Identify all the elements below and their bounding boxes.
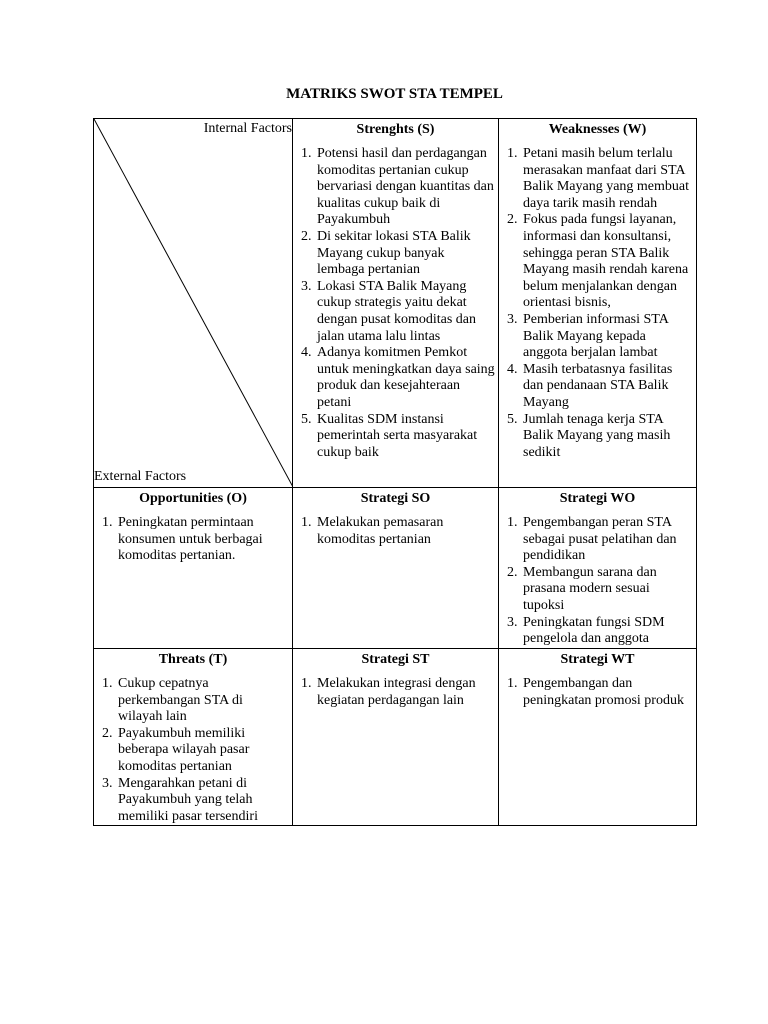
strategi-so-cell: [293, 488, 499, 649]
internal-factors-label: Internal Factors: [203, 121, 292, 136]
strategi-st-cell: [293, 649, 499, 826]
list-item: 3. Lokasi STA Balik Mayang cukup strategis yaitu dekat dengan pusat komoditas dan jalan utama lalu lintas: [315, 279, 495, 345]
strategi-wt-header: Strategi WT: [560, 652, 635, 667]
strategi-so-header: Strategi SO: [360, 491, 431, 506]
list-item: 4. Masih terbatasnya fasilitas dan pendanaan STA Balik Mayang: [521, 362, 693, 412]
list-item: 2. Payakumbuh memiliki beberapa wilayah pasar komoditas pertanian: [116, 726, 289, 776]
strategi-wo-list: [499, 515, 696, 648]
corner-cell: [94, 119, 293, 488]
table-row: [94, 119, 697, 488]
weaknesses-header: Weaknesses (W): [548, 122, 647, 137]
strengths-list: [293, 146, 498, 461]
list-item: 2. Membangun sarana dan prasana modern sesuai tupoksi: [521, 565, 693, 615]
opportunities-header: Opportunities (O): [139, 491, 247, 506]
list-item: 5. Kualitas SDM instansi pemerintah serta masyarakat cukup baik: [315, 412, 495, 462]
diagonal-line: [94, 119, 293, 487]
strengths-cell: [293, 119, 499, 488]
table-row: [94, 649, 697, 826]
list-item: 3. Mengarahkan petani di Payakumbuh yang telah memiliki pasar tersendiri: [116, 776, 289, 826]
list-item: 1. Peningkatan permintaan konsumen untuk berbagai komoditas pertanian.: [116, 515, 289, 565]
threats-list: [94, 676, 292, 825]
threats-cell: [94, 649, 293, 826]
strategi-so-list: [293, 515, 498, 548]
list-item: 2. Fokus pada fungsi layanan, informasi dan konsultansi, sehingga peran STA Balik Mayang masih rendah karena belum menjalankan dengan orientasi bisnis,: [521, 212, 693, 312]
list-item: 1. Melakukan pemasaran komoditas pertanian: [315, 515, 495, 548]
list-item: 3. Pemberian informasi STA Balik Mayang kepada anggota berjalan lambat: [521, 312, 693, 362]
list-item: 1. Potensi hasil dan perdagangan komoditas pertanian cukup bervariasi dengan kuantitas dan kualitas cukup baik di Payakumbuh: [315, 146, 495, 229]
strategi-wt-list: [499, 676, 696, 709]
weaknesses-list: [499, 146, 696, 461]
list-item: 1. Pengembangan dan peningkatan promosi produk: [521, 676, 693, 709]
weaknesses-cell: [499, 119, 697, 488]
table-row: [94, 488, 697, 649]
list-item: 1. Cukup cepatnya perkembangan STA di wilayah lain: [116, 676, 289, 726]
document-title: MATRIKS SWOT STA TEMPEL: [286, 86, 503, 102]
list-item: 5. Jumlah tenaga kerja STA Balik Mayang yang masih sedikit: [521, 412, 693, 462]
list-item: 2. Di sekitar lokasi STA Balik Mayang cukup banyak lembaga pertanian: [315, 229, 495, 279]
list-item: 1. Melakukan integrasi dengan kegiatan perdagangan lain: [315, 676, 495, 709]
strategi-st-list: [293, 676, 498, 709]
threats-header: Threats (T): [158, 652, 228, 667]
list-item: 1. Petani masih belum terlalu merasakan manfaat dari STA Balik Mayang yang membuat daya tarik masih rendah: [521, 146, 693, 212]
opportunities-cell: [94, 488, 293, 649]
strategi-wt-cell: [499, 649, 697, 826]
external-factors-label: External Factors: [94, 469, 187, 485]
strategi-wo-cell: [499, 488, 697, 649]
strengths-header: Strenghts (S): [356, 122, 435, 137]
list-item: 1. Pengembangan peran STA sebagai pusat pelatihan dan pendidikan: [521, 515, 693, 565]
opportunities-list: [94, 515, 292, 565]
strategi-wo-header: Strategi WO: [559, 491, 636, 506]
list-item: 4. Adanya komitmen Pemkot untuk meningkatkan daya saing produk dan kesejahteraan petani: [315, 345, 495, 411]
strategi-st-header: Strategi ST: [361, 652, 430, 667]
swot-matrix-table: [93, 118, 697, 826]
list-item: 3. Peningkatan fungsi SDM pengelola dan anggota: [521, 615, 693, 648]
